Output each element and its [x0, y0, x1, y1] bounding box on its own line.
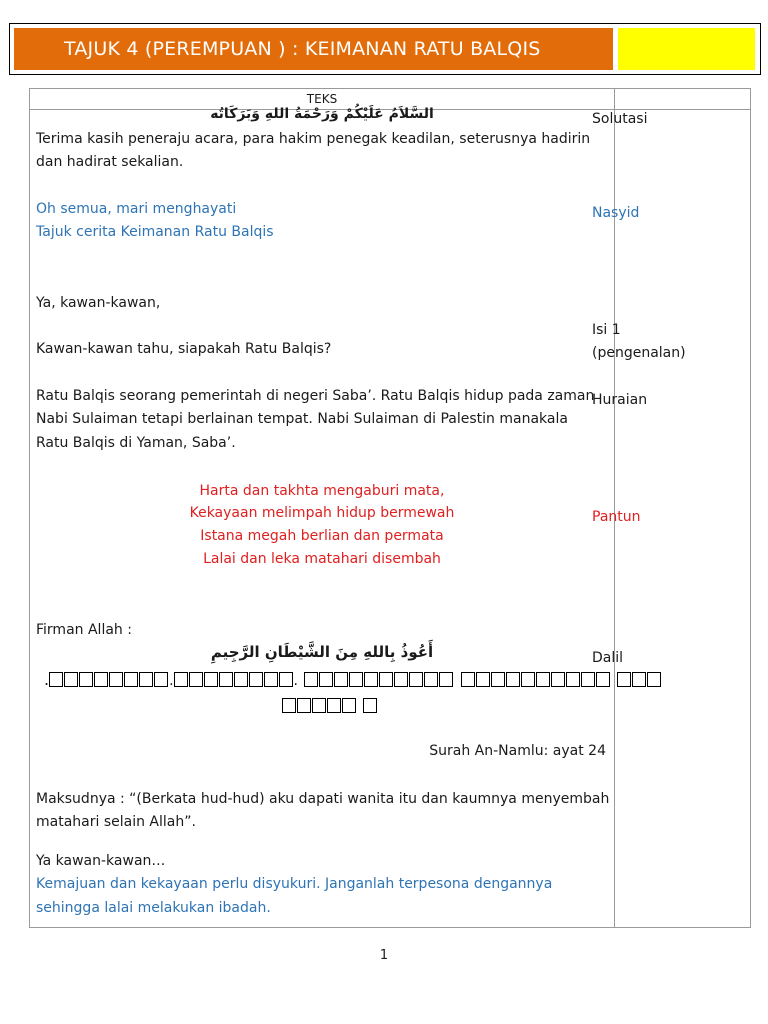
column-header-teks: TEKS: [306, 92, 338, 106]
huraian-line-2: Nabi Sulaiman tetapi berlainan tempat. Nabi Sulaiman di Palestin manakala: [36, 411, 568, 427]
page-title: TAJUK 4 (PEREMPUAN ) : KEIMANAN RATU BALQIS: [14, 28, 613, 70]
closing-greeting: Ya kawan-kawan…: [36, 853, 166, 869]
greeting-line: Ya, kawan-kawan,: [36, 295, 161, 311]
pantun-line-4: Lalai dan leka matahari disembah: [203, 551, 441, 567]
maksud-line-1: Maksudnya : “(Berkata hud-hud) aku dapati wanita itu dan kaumnya menyembah: [36, 791, 610, 807]
label-nasyid: Nasyid: [592, 205, 640, 221]
intro-line-2: dan hadirat sekalian.: [36, 154, 184, 170]
taawuz-arabic: أَعُوذُ بِاللهِ مِنَ الشَّيْطَانِ الرَّجِيمِ: [210, 643, 434, 661]
question-line: Kawan-kawan tahu, siapakah Ratu Balqis?: [36, 341, 332, 357]
surah-reference: Surah An-Namlu: ayat 24: [429, 743, 606, 759]
firman-label: Firman Allah :: [36, 622, 132, 638]
label-isi-1: Isi 1: [592, 322, 621, 338]
huraian-line-3: Ratu Balqis di Yaman, Saba’.: [36, 435, 236, 451]
label-pengenalan: (pengenalan): [592, 345, 686, 361]
salam-arabic: السَّلاَمُ عَلَيْكُمْ وَرَحْمَةُ اللهِ وَبَرَكَاتُه: [210, 106, 434, 122]
intro-line-1: Terima kasih peneraju acara, para hakim penegak keadilan, seterusnya hadirin: [36, 131, 591, 147]
label-huraian: Huraian: [592, 392, 648, 408]
pantun-line-1: Harta dan takhta mengaburi mata,: [199, 483, 445, 499]
page-number: 1: [379, 948, 389, 963]
label-solutasi: Solutasi: [592, 111, 648, 127]
pantun-line-3: Istana megah berlian dan permata: [200, 528, 444, 544]
maksud-line-2: matahari selain Allah”.: [36, 814, 196, 830]
quran-verse-missing-glyphs-2: [282, 690, 378, 718]
label-dalil: Dalil: [592, 650, 624, 666]
title-box: [9, 23, 761, 75]
message-line-1: Kemajuan dan kekayaan perlu disyukuri. Janganlah terpesona dengannya: [36, 876, 553, 892]
huraian-line-1: Ratu Balqis seorang pemerintah di negeri Saba’. Ratu Balqis hidup pada zaman: [36, 388, 595, 404]
message-line-2: sehingga lalai melakukan ibadah.: [36, 900, 271, 916]
nasyid-line-1: Oh semua, mari menghayati: [36, 201, 237, 217]
label-pantun: Pantun: [592, 509, 641, 525]
title-highlight-block: [618, 28, 755, 70]
pantun-line-2: Kekayaan melimpah hidup bermewah: [189, 505, 455, 521]
quran-verse-missing-glyphs: . . .: [44, 664, 662, 695]
nasyid-line-2: Tajuk cerita Keimanan Ratu Balqis: [36, 224, 274, 240]
